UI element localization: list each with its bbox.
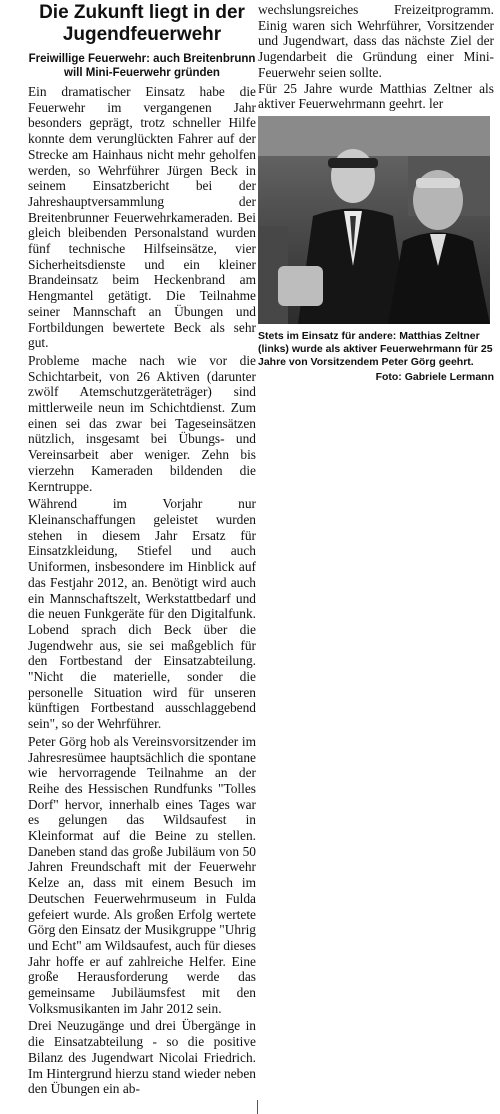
photo-illustration — [258, 116, 490, 324]
paragraph: Drei Neuzugänge und drei Übergänge in die Einsatzabteilung - so die positive Bilanz des Jugendwart Nicolai Friedrich. Im Hintergrund hierzu stand wieder neben den Übungen ein ab- — [28, 1018, 256, 1097]
article-body-left — [28, 84, 256, 1097]
paragraph: Während im Vorjahr nur Kleinanschaffungen geleistet wurden stehen in diesem Jahr Ersatz für Einsatzkleidung, Stiefel und auch Uniformen, insbesondere im Hinblick auf das Festjahr 2012, an. Benötigt wird auch ein Mannschaftszelt, Werkstattbedarf und die neuen Funkgeräte für den Digitalfunk. Lobend sprach dich Beck über die Jugendwehr aus, sie sei maßgeblich für den Fortbestand der Einsatzabteilung. "Nicht die materielle, sonder die personelle Situation wird für unseren künftigen Fortbestand ausschlaggebend sein", so der Wehrführer. — [28, 496, 256, 732]
paragraph: Ein dramatischer Einsatz habe die Feuerwehr im vergangenen Jahr besonders geprägt, trotz schneller Hilfe konnte dem verunglückten Fahrer auf der Strecke am Hainhaus nicht mehr geholfen werden, so Wehrführer Jürgen Beck in seinem Einsatzbericht bei der Jahreshauptversammlung der Breitenbrunner Feuerwehrkameraden. Bei gleich bleibenden Personalstand wurden fünf technische Hilfseinsätze, vier Sicherheitsdienste und ein kleiner Brandeinsatz beim Heckenbrand am Hengmantel getätigt. Die Teilnahme seiner Mannschaft an Übungen und Fortbildungen bewertete Beck als sehr gut. — [28, 84, 256, 351]
paragraph: wechslungsreiches Freizeitprogramm. Einig waren sich Wehrführer, Vorsitzender und Jugendwart, dass das nächste Ziel der Jugendarbeit die Gründung einer Mini-Feuerwehr seien sollte. — [258, 2, 494, 80]
paragraph-text: Für 25 Jahre wurde Matthias Zeltner als aktiver Feuerwehrmann geehrt. — [258, 80, 494, 112]
paragraph — [258, 81, 494, 112]
right-column — [258, 2, 494, 384]
stray-text: ler — [429, 96, 444, 112]
paragraph: Peter Görg hob als Vereinsvorsitzender im Jahresresümee hauptsächlich die spontane wie hervorragende Teilnahme an der Reihe des Hessischen Rundfunks "Tolles Dorf" hervor, innerhalb eines Tages war es gelungen das Wildsaufest in Kleinformat auf die Beine zu stellen. Daneben stand das große Jubiläum von 50 Jahren Freundschaft mit der Feuerwehr Kelze an, dass mit einem Besuch im Deutschen Feuerwehrmuseum in Fulda gefeiert wurde. Als großen Erfolg wertete Görg den Einsatz der Musikgruppe "Uhrig und Echt" am Wildsaufest, auch für dieses Jahr hoffe er auf zahlreiche Helfer. Eine große Herausforderung werde das gemeinsame Jubiläumsfest mit den Volksmusikanten im Jahr 2012 sein. — [28, 733, 256, 1016]
paragraph: Probleme mache nach wie vor die Schichtarbeit, von 26 Aktiven (darunter zwölf Atemschutzgeräteträger) sind mittlerweile neun im Schichtdienst. Zum einen sei das zwar bei Tageseinsätzen nützlich, insgesamt bei Übungs- und Vereinsarbeit aber weniger. Zehn bis vierzehn Kameraden bildenden die Kerntruppe. — [28, 352, 256, 494]
column-divider — [257, 1100, 258, 1114]
headline: Die Zukunft liegt in der Jugendfeuerwehr — [39, 2, 245, 45]
left-column — [28, 2, 256, 1099]
photo-caption: Stets im Einsatz für andere: Matthias Zeltner (links) wurde als aktiver Feuerwehrmann für 25 Jahre von Vorsitzendem Peter Görg geehrt. — [258, 329, 493, 368]
photo-two-men — [258, 116, 490, 324]
article-body-right — [258, 2, 494, 112]
photo-credit: Foto: Gabriele Lermann — [375, 370, 494, 383]
subheadline: Freiwillige Feuerwehr: auch Breitenbrunn will Mini-Feuerwehr gründen — [28, 53, 256, 79]
